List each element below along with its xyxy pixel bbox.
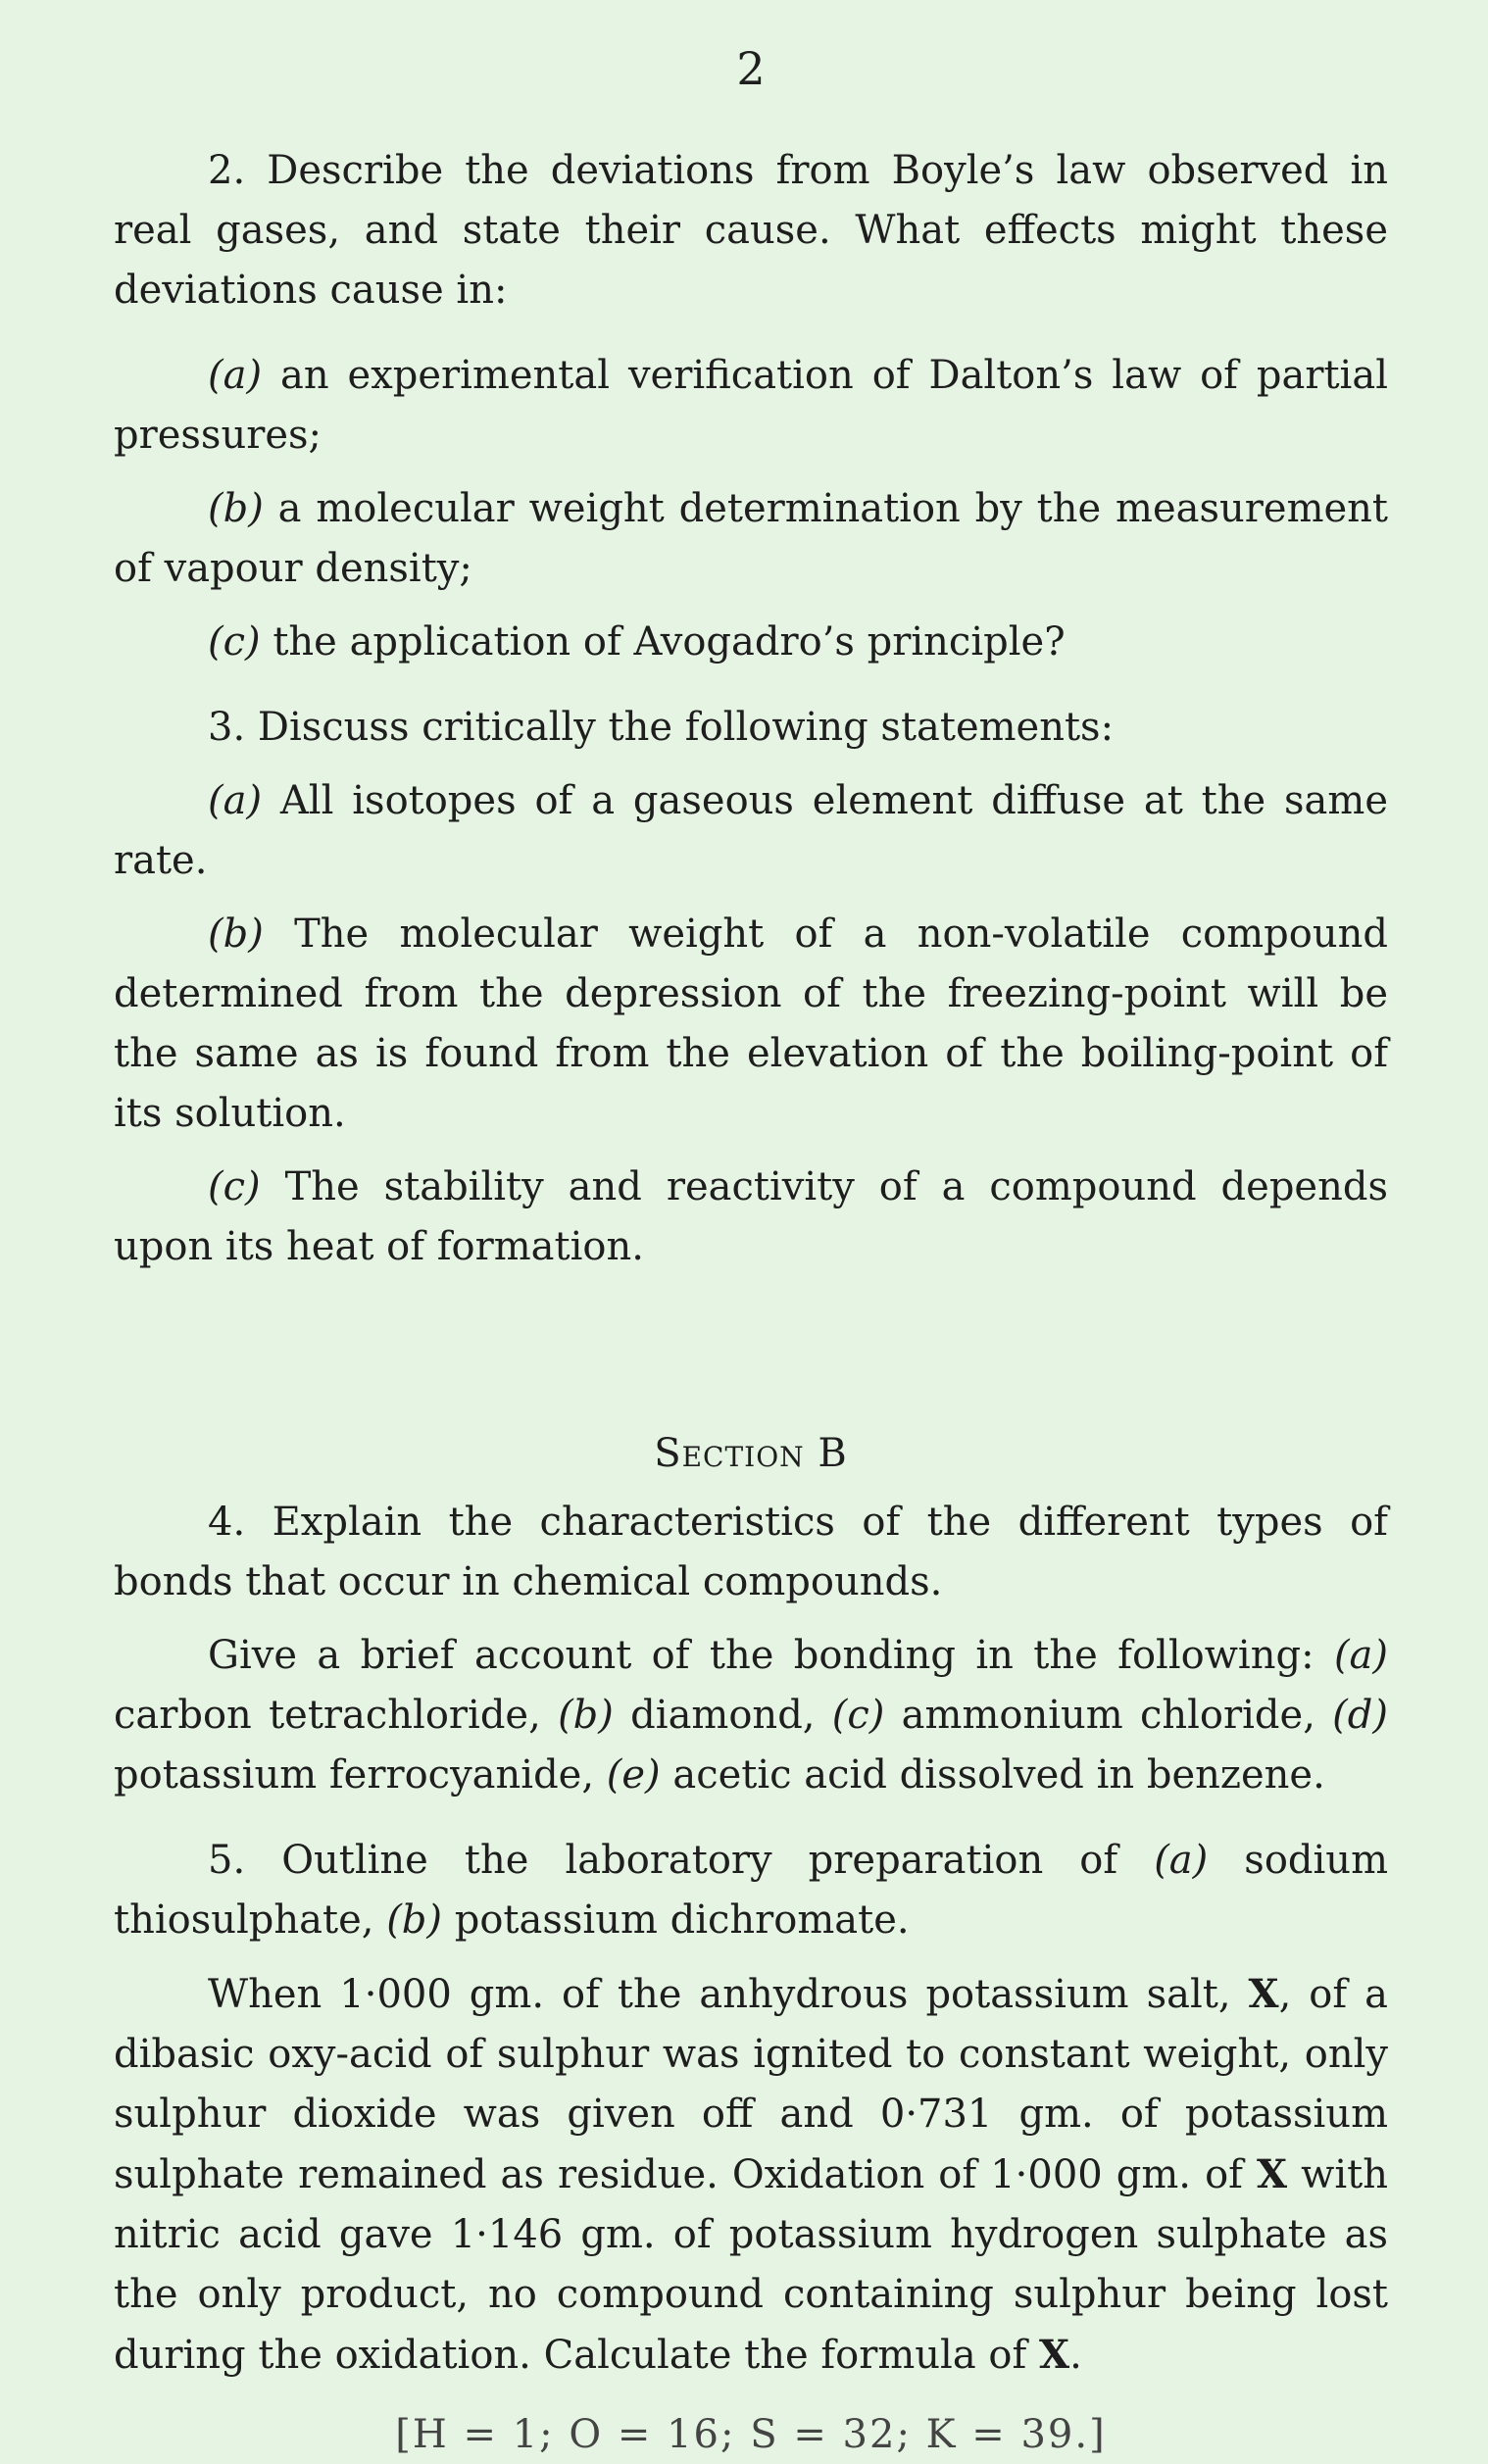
part-text: potassium ferrocyanide, [114,1752,607,1798]
part-label: (b) [208,912,264,957]
part-label: (d) [1332,1693,1388,1738]
compound-x: X [1248,1971,1279,2017]
part-label: (a) [208,778,263,823]
part-text: an experimental verification of Dalton’s law of partial pressures; [114,353,1388,458]
question-2-part-b [114,479,1388,599]
part-label: (c) [208,619,261,665]
page-number: 2 [736,42,766,95]
question-4-intro: 4. Explain the characteristics of the different types of bonds that occur in chemical compounds. [114,1500,1388,1604]
part-text: a molecular weight determination by the measurement of vapour density; [114,486,1388,591]
part-label: (c) [831,1693,885,1738]
question-5-intro [114,1831,1388,1950]
compound-x: X [1039,2332,1070,2378]
question-3-intro: 3. Discuss critically the following statements: [208,705,1115,750]
question-2-intro: 2. Describe the deviations from Boyle’s law observed in real gases, and state their cause. What effects might these deviations cause in: [114,148,1388,313]
part-label: (b) [558,1693,614,1738]
part-text: ammonium chloride, [884,1693,1333,1738]
problem-text: with nitric acid gave 1·146 gm. of potassium hydrogen sulphate as the only product, no compound containing sulphur being lost during the oxidation. Calculate the formula of [114,2152,1388,2378]
part-text: The stability and reactivity of a compound depends upon its heat of formation. [114,1164,1388,1269]
question-2-part-c [114,613,1388,672]
part-label: (e) [606,1752,661,1798]
question-2-part-a [114,346,1388,466]
atomic-weights: [H = 1; O = 16; S = 32; K = 39.] [395,2412,1107,2457]
section-heading [114,1424,1388,1483]
compound-x: X [1257,2151,1288,2197]
exam-page [114,39,1388,2457]
part-text: diamond, [613,1693,832,1738]
part-label: (b) [386,1897,443,1943]
question-3-part-b [114,905,1388,1144]
part-label: (a) [1154,1838,1209,1883]
problem-text: When 1·000 gm. of the anhydrous potassium salt, [208,1972,1249,2017]
part-label: (b) [208,486,264,531]
part-text: sodium thiosulphate, [114,1838,1388,1943]
problem-text: , of a dibasic oxy-acid of sulphur was ignited to constant weight, only sulphur dioxide was given off and 0·731 gm. of potassium sulphate remained as residue. Oxidation of 1·000 gm. of [114,1972,1388,2197]
part-text: The molecular weight of a non-volatile compound determined from the depression of the freezing-point will be the same as is found from the elevation of the boiling-point of its solution. [114,912,1388,1136]
question-4-bonding-list [114,1626,1388,1805]
question-5-problem [114,1964,1388,2386]
question-5-lead: 5. Outline the laboratory preparation of [208,1838,1155,1883]
section-heading-text: Section B [654,1431,848,1476]
list-lead: Give a brief account of the bonding in the following: [208,1633,1334,1678]
part-label: (c) [208,1164,261,1209]
part-text: All isotopes of a gaseous element diffuse at the same rate. [114,778,1388,883]
problem-text: . [1069,2333,1082,2378]
question-3-part-c [114,1158,1388,1277]
question-3-part-a [114,771,1388,891]
part-text: potassium dichromate. [442,1897,910,1943]
part-text: the application of Avogadro’s principle? [260,619,1066,665]
part-label: (a) [1333,1633,1388,1678]
part-label: (a) [208,353,263,398]
part-text: carbon tetrachloride, [114,1693,559,1738]
part-text: acetic acid dissolved in benzene. [660,1752,1325,1798]
